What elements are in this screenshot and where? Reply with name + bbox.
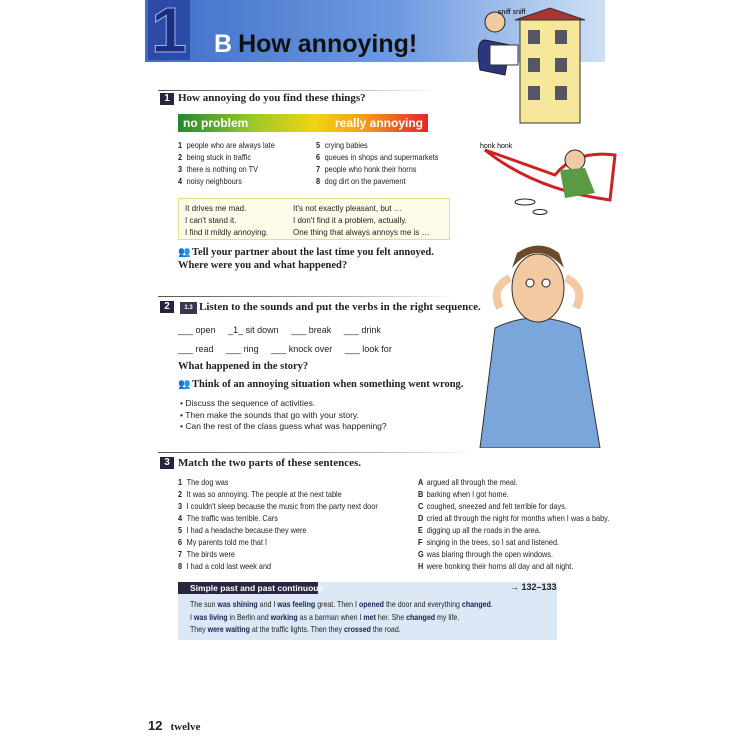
grammar-examples xyxy=(190,599,493,637)
grammar-example-line: I was living in Berlin and working as a barman when I met her. She changed my life. xyxy=(190,612,460,622)
page-word: twelve xyxy=(170,721,201,733)
pair-work-icon: 👥 xyxy=(178,379,191,390)
list-item: B barking when I got home. xyxy=(418,489,509,499)
bullet-item: • Then make the sounds that go with your story. xyxy=(180,409,359,420)
phrase: One thing that always annoys me is … xyxy=(293,228,430,237)
story-question: What happened in the story? xyxy=(178,361,309,372)
exercise-number: 2 xyxy=(160,301,174,313)
list-item: C coughed, sneezed and felt terrible for days. xyxy=(418,501,567,511)
verbs-row-1: ___ open _1_ sit down ___ break ___ drink xyxy=(178,325,381,335)
list-item: 3 there is nothing on TV xyxy=(178,164,258,174)
list-item: 7 The birds were xyxy=(178,549,235,559)
scale-right-label: really annoying xyxy=(334,116,423,130)
match-left-column xyxy=(178,476,378,572)
divider xyxy=(158,90,438,91)
bullet-item: • Discuss the sequence of activities. xyxy=(180,398,316,408)
phrase: I find it mildly annoying. xyxy=(185,228,269,237)
audio-track-icon: 1.3 xyxy=(180,302,197,314)
pair-task: 👥 Tell your partner about the last time you felt annoyed. Where were you and what happened? xyxy=(178,247,434,271)
lesson-letter: B xyxy=(214,30,233,58)
list-item: 4 noisy neighbours xyxy=(178,176,242,186)
list-item: 6 My parents told me that I xyxy=(178,537,268,547)
grammar-title: Simple past and past continuous xyxy=(178,582,318,594)
title-text: How annoying! xyxy=(238,30,418,58)
scale-left-label: no problem xyxy=(183,116,249,130)
list-item: 1 The dog was xyxy=(178,477,229,487)
unit-number: 1 xyxy=(148,0,190,60)
list-item: G was blaring through the open windows. xyxy=(418,549,553,559)
pair-task: 👥 Think of an annoying situation when something went wrong. xyxy=(178,379,464,390)
illustration-man-covering-ears xyxy=(470,238,610,448)
list-item: 5 I had a headache because they were xyxy=(178,525,307,535)
page-title xyxy=(214,30,417,59)
list-item: H were honking their horns all day and all night. xyxy=(418,561,574,571)
bullet-list xyxy=(180,398,387,433)
list-item: 8 I had a cold last week and xyxy=(178,561,272,571)
list-item: F singing in the trees, so I sat and listened. xyxy=(418,537,560,547)
verbs-row-2: ___ read ___ ring ___ knock over ___ look for xyxy=(178,344,392,354)
page-number: 12 xyxy=(148,718,163,733)
grammar-example-line: The sun was shining and I was feeling great. Then I opened the door and everything changed. xyxy=(190,600,493,609)
list-item: 2 It was so annoying. The people at the next table xyxy=(178,489,342,499)
pair-work-icon: 👥 xyxy=(178,247,191,258)
list-item: 2 being stuck in traffic xyxy=(178,152,252,162)
grammar-example-line: They were waiting at the traffic lights. Then they crossed the road. xyxy=(190,625,401,634)
honk-label: honk honk xyxy=(480,143,513,150)
car-illustration xyxy=(485,150,615,200)
phrase: It drives me mad. xyxy=(185,204,247,213)
list-item: 8 dog dirt on the pavement xyxy=(316,176,406,186)
grammar-reference: → 132–133 xyxy=(510,582,557,592)
phrase: It's not exactly pleasant, but … xyxy=(293,204,402,213)
list-item: 5 crying babies xyxy=(316,140,368,150)
items-col-2 xyxy=(316,139,438,187)
list-item: D cried all through the night for months when I was a baby. xyxy=(418,513,610,523)
list-item: E digging up all the roads in the area. xyxy=(418,525,541,535)
phrase-box xyxy=(178,198,450,240)
list-item: 3 I couldn't sleep because the music from the party next door xyxy=(178,501,378,511)
list-item: A argued all through the meal. xyxy=(418,477,518,487)
sniff-label: sniff sniff xyxy=(498,9,526,16)
annoyance-scale xyxy=(178,114,428,132)
exercise-heading: Match the two parts of these sentences. xyxy=(178,457,361,469)
exercise-heading: Listen to the sounds and put the verbs in the right sequence. xyxy=(199,301,481,313)
illustration-man-and-car xyxy=(460,0,620,220)
divider xyxy=(158,452,478,453)
exercise-number: 1 xyxy=(160,93,174,105)
exercise-number: 3 xyxy=(160,457,174,469)
bullet-item: • Can the rest of the class guess what was happening? xyxy=(180,421,387,431)
phrase: I can't stand it. xyxy=(185,216,237,225)
phrase: I don't find it a problem, actually. xyxy=(293,216,407,225)
list-item: 1 people who are always late xyxy=(178,140,275,150)
page-footer xyxy=(148,718,200,733)
exercise-heading: How annoying do you find these things? xyxy=(178,92,366,104)
list-item: 4 The traffic was terrible. Cars xyxy=(178,513,278,523)
divider xyxy=(158,296,458,297)
list-item: 6 queues in shops and supermarkets xyxy=(316,152,439,162)
items-col-1 xyxy=(178,139,275,187)
match-right-column xyxy=(418,476,609,572)
list-item: 7 people who honk their horns xyxy=(316,164,417,174)
